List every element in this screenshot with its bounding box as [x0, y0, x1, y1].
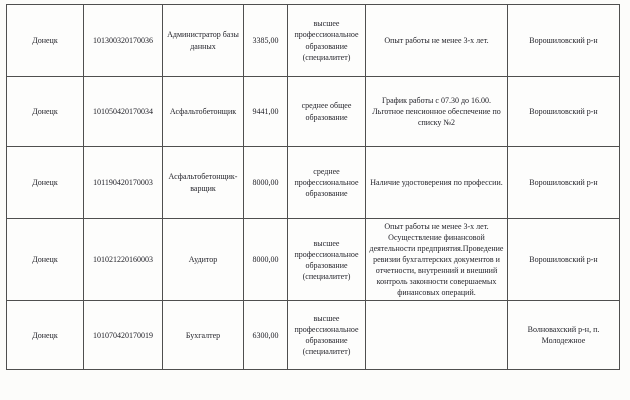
cell-education: высшее профессиональное образование (специалитет) — [288, 5, 366, 77]
cell-city: Донецк — [7, 147, 84, 219]
cell-vacancy-id: 101190420170003 — [84, 147, 163, 219]
cell-education: среднее общее образование — [288, 77, 366, 147]
table-row — [7, 301, 620, 370]
table-row — [7, 219, 620, 301]
cell-district: Ворошиловский р-н — [508, 5, 620, 77]
cell-district: Ворошиловский р-н — [508, 219, 620, 301]
cell-requirements — [366, 301, 508, 370]
vacancies-table — [6, 4, 620, 370]
cell-district: Волновахский р-н, п. Молодежное — [508, 301, 620, 370]
cell-city: Донецк — [7, 301, 84, 370]
cell-requirements: Наличие удостоверения по профессии. — [366, 147, 508, 219]
cell-education: высшее профессиональное образование (специалитет) — [288, 301, 366, 370]
cell-district: Ворошиловский р-н — [508, 147, 620, 219]
cell-salary: 8000,00 — [244, 147, 288, 219]
cell-education: высшее профессиональное образование (специалитет) — [288, 219, 366, 301]
cell-vacancy-id: 101070420170019 — [84, 301, 163, 370]
cell-requirements: График работы с 07.30 до 16.00. Льготное пенсионное обеспечение по списку №2 — [366, 77, 508, 147]
cell-position: Аудитор — [163, 219, 244, 301]
cell-salary: 3385,00 — [244, 5, 288, 77]
cell-vacancy-id: 101300320170036 — [84, 5, 163, 77]
cell-salary: 8000,00 — [244, 219, 288, 301]
cell-salary: 6300,00 — [244, 301, 288, 370]
cell-city: Донецк — [7, 219, 84, 301]
cell-requirements: Опыт работы не менее 3-х лет. — [366, 5, 508, 77]
table-row — [7, 77, 620, 147]
cell-position: Асфальтобетонщик-варщик — [163, 147, 244, 219]
cell-requirements: Опыт работы не менее 3-х лет. Осуществление финансовой деятельности предприятия.Проведение ревизии бухгалтерских документов и отчетности, внутренний и внешний контроль законности совершаемых финансовых операций. — [366, 219, 508, 301]
cell-position: Асфальтобетонщик — [163, 77, 244, 147]
cell-district: Ворошиловский р-н — [508, 77, 620, 147]
table-row — [7, 5, 620, 77]
cell-vacancy-id: 101021220160003 — [84, 219, 163, 301]
cell-city: Донецк — [7, 77, 84, 147]
table-row — [7, 147, 620, 219]
cell-position: Администратор базы данных — [163, 5, 244, 77]
cell-vacancy-id: 101050420170034 — [84, 77, 163, 147]
cell-position: Бухгалтер — [163, 301, 244, 370]
cell-salary: 9441,00 — [244, 77, 288, 147]
cell-city: Донецк — [7, 5, 84, 77]
cell-education: среднее профессиональное образование — [288, 147, 366, 219]
